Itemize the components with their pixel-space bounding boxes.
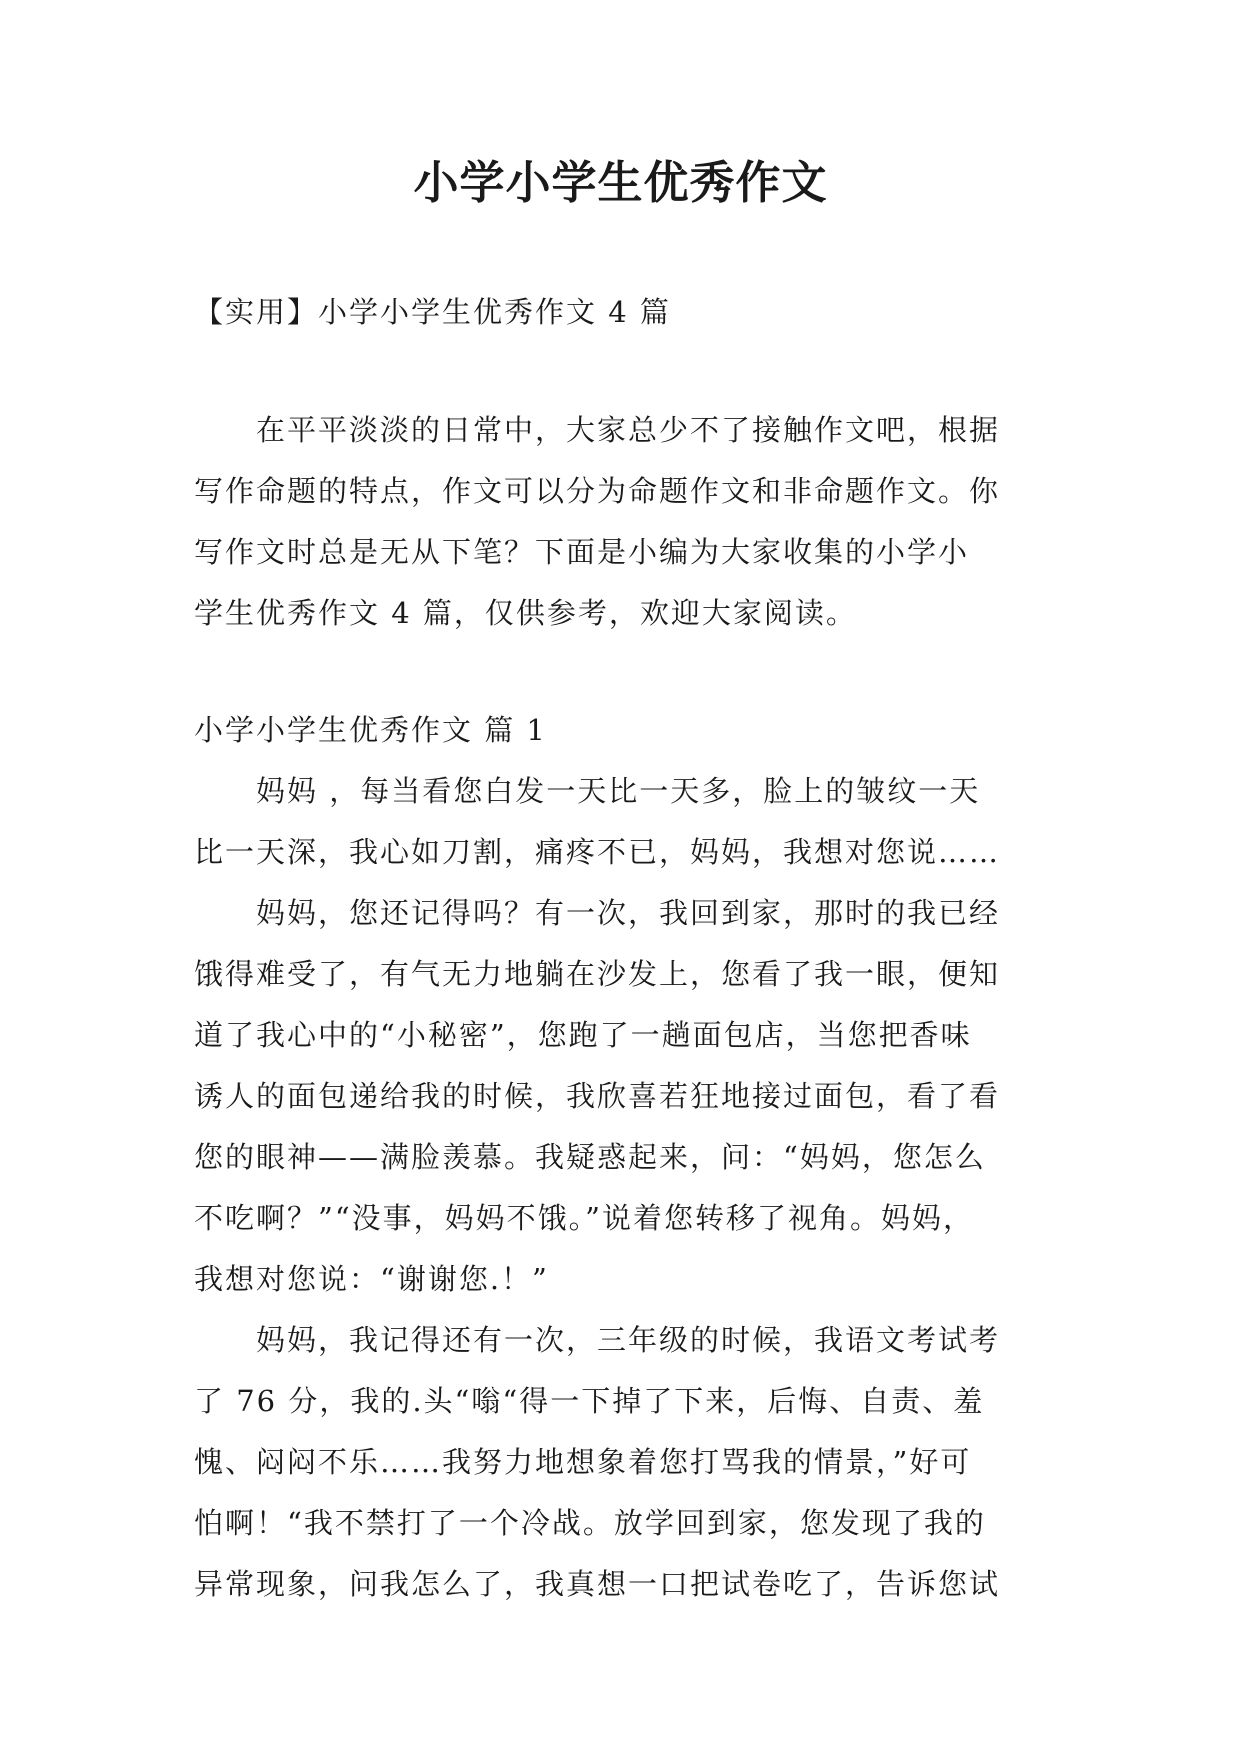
article-line: 怕啊！“我不禁打了一个冷战。放学回到家，您发现了我的: [194, 1506, 986, 1540]
intro-line: 在平平淡淡的日常中，大家总少不了接触作文吧，根据: [194, 413, 1001, 447]
article-line: 我想对您说：“谢谢您.！”: [194, 1262, 549, 1296]
article-line: 比一天深，我心如刀割，痛疼不已，妈妈，我想对您说……: [194, 835, 1001, 869]
article-line: 妈妈，您还记得吗？有一次，我回到家，那时的我已经: [194, 896, 1001, 930]
document-subtitle: 【实用】小学小学生优秀作文 4 篇: [194, 295, 671, 329]
intro-paragraph: [194, 400, 1058, 644]
document-title: 小学小学生优秀作文: [413, 156, 828, 209]
article-line: 饿得难受了，有气无力地躺在沙发上，您看了我一眼，便知: [194, 957, 1001, 991]
article-line: 妈妈，我记得还有一次，三年级的时候，我语文考试考: [194, 1323, 1001, 1357]
article-line: 愧、闷闷不乐……我努力地想象着您打骂我的情景，”好可: [194, 1445, 972, 1479]
intro-line: 学生优秀作文 4 篇，仅供参考，欢迎大家阅读。: [194, 596, 857, 630]
article-body: [194, 761, 1058, 1615]
article-line: 不吃啊？”“没事，妈妈不饿。”说着您转移了视角。妈妈，: [194, 1201, 974, 1235]
article-line: 了 76 分，我的.头“嗡“得一下掉了下来，后悔、自责、羞: [194, 1384, 985, 1418]
article-line: 异常现象，问我怎么了，我真想一口把试卷吃了，告诉您试: [194, 1567, 1001, 1601]
article-line: 妈妈 ，每当看您白发一天比一天多，脸上的皱纹一天: [194, 774, 981, 808]
intro-line: 写作文时总是无从下笔？下面是小编为大家收集的小学小: [194, 535, 970, 569]
section-heading: 小学小学生优秀作文 篇 1: [194, 713, 547, 747]
article-line: 您的眼神——满脸羡慕。我疑惑起来，问：“妈妈，您怎么: [194, 1140, 986, 1174]
intro-line: 写作命题的特点，作文可以分为命题作文和非命题作文。你: [194, 474, 1001, 508]
article-line: 诱人的面包递给我的时候，我欣喜若狂地接过面包，看了看: [194, 1079, 1001, 1113]
article-line: 道了我心中的“小秘密”，您跑了一趟面包店，当您把香味: [194, 1018, 972, 1052]
